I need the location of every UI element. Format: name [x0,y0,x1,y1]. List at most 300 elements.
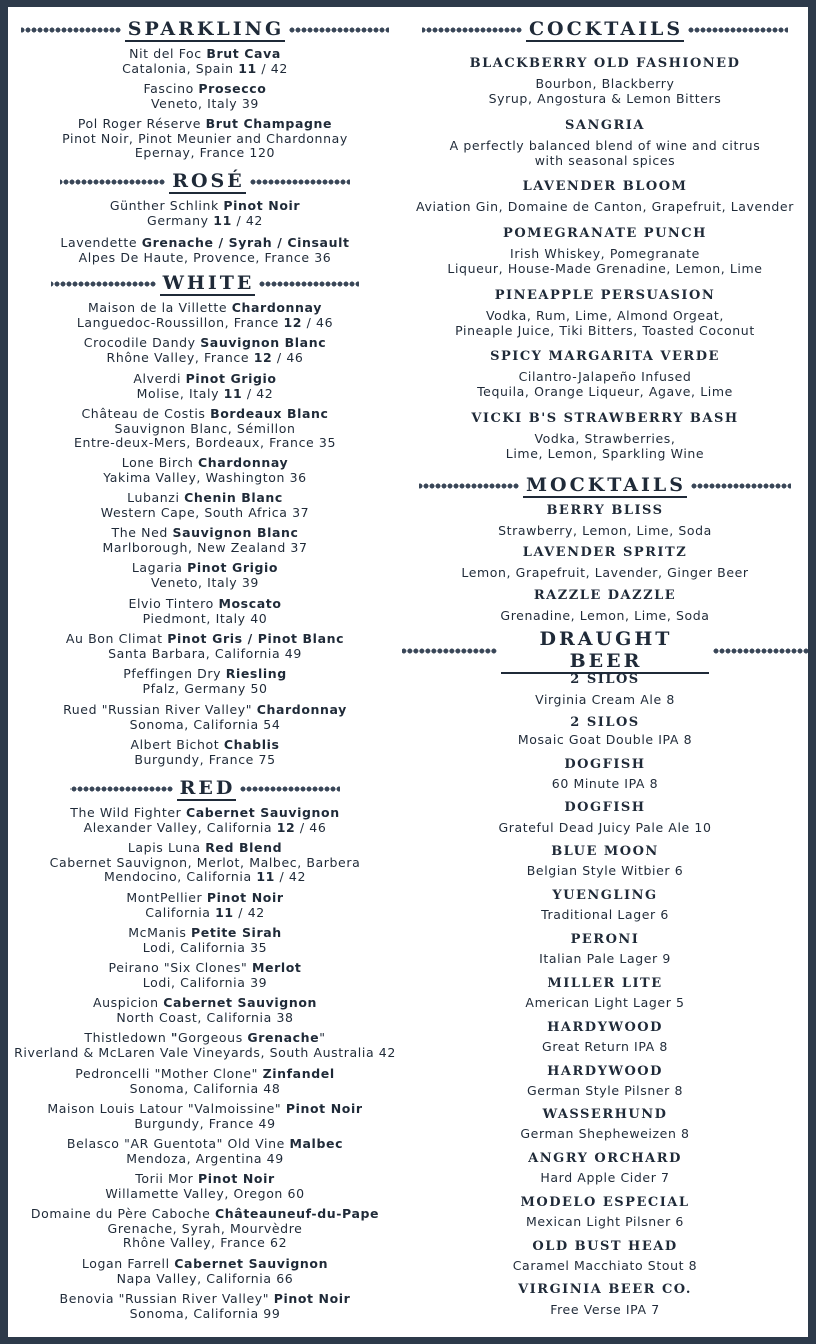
text-segment: Domaine du Père Caboche [30,1206,216,1221]
drink-description [402,693,808,708]
text-segment: Sonoma, California 54 [129,716,281,732]
wine-detail [8,821,402,836]
wine-detail [8,1011,402,1026]
text-segment: " [319,1030,326,1045]
text-segment: North Coast, California 38 [116,1009,294,1025]
drink-description [402,566,808,581]
wine-item [8,236,402,265]
text-segment: Piedmont, Italy 40 [142,610,268,626]
wine-detail [8,1046,402,1061]
text-segment: Alexander Valley, California [83,819,277,835]
wine-name [8,806,402,821]
drink-name: POMEGRANATE PUNCH [503,226,707,241]
wine-detail [8,1187,402,1202]
text-segment: Belasco "AR Guentota" Old Vine [66,1136,290,1151]
text-segment: Gorgeous [178,1030,248,1045]
section-title: ROSÉ [169,170,246,194]
description-line: Belgian Style Witbier 6 [526,863,684,878]
text-segment: Maison de la Villette [88,300,232,315]
bold-text: Grenache [247,1030,320,1045]
text-segment: Albert Bichot [130,737,224,752]
dotted-rule-left [51,280,156,288]
drink-name: MILLER LITE [547,976,663,991]
wine-item [8,1031,402,1060]
wine-item [8,117,402,161]
bold-text: Sauvignon Blanc [172,525,299,540]
menu-page [8,7,808,1337]
text-segment: Thistledown [84,1030,171,1045]
text-segment: Lapis Luna [127,840,206,855]
description-line: Mexican Light Pilsner 6 [526,1214,684,1229]
bold-text: Pinot Noir [273,1291,351,1306]
text-segment: Elvio Tintero [128,596,219,611]
wine-name [8,632,402,647]
wine-name [8,407,402,422]
text-segment: Lubanzi [127,490,185,505]
text-segment: Riverland & McLaren Vale Vineyards, South Australia 42 [14,1044,396,1060]
dotted-rule-left [419,482,519,490]
drink-description [402,1171,808,1186]
drink-description [402,309,808,338]
description-line: Cilantro-Jalapeño Infused [518,369,692,384]
wine-item [8,1257,402,1286]
drink-description [402,821,808,836]
bold-text: 12 [283,314,303,330]
wine-detail [8,647,402,662]
text-segment: Marlborough, New Zealand 37 [102,539,308,555]
wine-detail [8,97,402,112]
text-segment: Pfalz, Germany 50 [142,680,268,696]
drink-name: SPICY MARGARITA VERDE [490,349,720,364]
wine-detail [8,1117,402,1132]
text-segment: Lavendette [60,235,142,250]
text-segment: Mendocino, California [103,869,257,884]
wine-item [8,1292,402,1321]
description-line: Grateful Dead Juicy Pale Ale 10 [498,820,712,835]
wine-detail [8,132,402,147]
text-segment: / 42 [256,60,288,76]
drink-name: LAVENDER BLOOM [522,179,688,194]
wine-item [8,47,402,76]
description-line: Lemon, Grapefruit, Lavender, Ginger Beer [461,565,749,580]
description-line: Bourbon, Blackberry [535,76,675,91]
description-line: Great Return IPA 8 [542,1039,668,1054]
description-line: Caramel Macchiato Stout 8 [512,1258,698,1273]
bold-text: Chablis [223,737,280,752]
wine-item [8,561,402,590]
section-heading-cocktails [402,16,808,44]
text-segment: Veneto, Italy 39 [151,95,259,111]
description-line: Vodka, Strawberries, [534,431,676,446]
text-segment: The Ned [111,525,173,540]
bold-text: Pinot Noir [285,1101,363,1116]
drink-description [402,609,808,624]
text-segment: Burgundy, France 75 [134,751,276,767]
bold-text: Pinot Noir [223,198,301,213]
wine-name [8,1172,402,1187]
text-segment: Auspicion [92,995,164,1010]
description-line: Traditional Lager 6 [541,907,669,922]
dotted-rule-right [691,482,791,490]
text-segment: Sonoma, California 99 [129,1305,281,1321]
wine-item [8,667,402,696]
bold-text: Cabernet Sauvignon [163,995,318,1010]
drink-description [402,864,808,879]
description-line: Free Verse IPA 7 [550,1302,660,1317]
wine-name [8,526,402,541]
description-line: Strawberry, Lemon, Lime, Soda [498,523,712,538]
wine-item [8,1172,402,1201]
drink-name: DOGFISH [564,757,646,772]
dotted-rule-right [688,26,788,34]
drink-description [402,1040,808,1055]
bold-text: 12 [276,819,296,835]
text-segment: McManis [128,925,192,940]
wine-detail [8,1152,402,1167]
section-title: RED [177,777,237,801]
description-line: Vodka, Rum, Lime, Almond Orgeat, [485,308,724,323]
description-line: with seasonal spices [534,152,676,168]
wine-item [8,703,402,732]
text-segment: / 42 [274,869,307,884]
bold-text: Chardonnay [231,300,322,315]
bold-text: Petite Sirah [191,925,282,940]
wine-item [8,336,402,365]
text-segment: Entre-deux-Mers, Bordeaux, France 35 [73,435,337,450]
wine-name [8,1257,402,1272]
section-heading-red [8,775,402,803]
wine-detail [8,146,402,161]
text-segment: Logan Farrell [81,1256,175,1271]
wine-item [8,1102,402,1131]
text-segment: Château de Costis [81,406,211,421]
bold-text: 11 [238,60,257,76]
wine-name [8,456,402,471]
drink-description [402,524,808,539]
description-line: German Shepheweizen 8 [520,1126,690,1141]
wine-item [8,597,402,626]
description-line: German Style Pilsner 8 [527,1083,683,1098]
dotted-rule-left [21,26,121,34]
text-segment: MontPellier [126,890,207,905]
wine-name [8,336,402,351]
text-segment: Pedroncelli "Mother Clone" [75,1066,263,1081]
bold-text: 11 [223,385,243,401]
wine-name [8,199,402,214]
text-segment: Santa Barbara, California 49 [108,645,302,661]
wine-name [8,372,402,387]
wine-detail [8,1082,402,1097]
wine-name [8,1207,402,1222]
wine-name [8,491,402,506]
wine-name [8,961,402,976]
text-segment: Alpes De Haute, Provence, France 36 [78,249,332,265]
text-segment: Pol Roger Réserve [77,116,206,131]
wine-detail [8,387,402,402]
wine-name [8,738,402,753]
bold-text: Châteauneuf-du-Pape [215,1206,380,1221]
wine-name [8,597,402,612]
section-title: MOCKTAILS [523,474,687,498]
text-segment: Languedoc-Roussillon, France [76,314,284,330]
bold-text: 11 [213,212,232,228]
text-segment: Nit del Foc [129,46,207,61]
text-segment: / 46 [295,819,327,835]
text-segment: Catalonia, Spain [122,60,239,76]
section-title: DRAUGHT BEER [501,628,709,674]
wine-name [8,667,402,682]
bold-text: Sauvignon Blanc [200,335,327,350]
description-line: Pineaple Juice, Tiki Bitters, Toasted Coconut [455,322,755,338]
text-segment: Yakima Valley, Washington 36 [103,469,307,485]
description-line: Tequila, Orange Liqueur, Agave, Lime [477,383,733,399]
bold-text: Zinfandel [262,1066,335,1081]
wine-detail [8,214,402,229]
wine-detail [8,906,402,921]
section-title: WHITE [160,272,256,296]
wine-name [8,236,402,251]
text-segment: Sauvignon Blanc, Sémillon [114,420,296,436]
drink-description [402,200,808,215]
description-line: Virginia Cream Ale 8 [535,692,675,707]
text-segment: Pfeffingen Dry [123,666,226,681]
bold-text: Pinot Grigio [185,371,277,386]
wine-detail [8,856,402,871]
wine-item [8,961,402,990]
bold-text: Pinot Grigio [187,560,279,575]
description-line: A perfectly balanced blend of wine and citrus [449,138,761,153]
drink-name: BERRY BLISS [546,503,664,518]
drink-description [402,1303,808,1318]
wine-detail [8,62,402,77]
wine-name [8,891,402,906]
drink-name: BLUE MOON [551,844,659,859]
text-segment: Rued "Russian River Valley" [63,702,257,717]
wine-name [8,926,402,941]
wine-name [8,47,402,62]
drink-name: YUENGLING [552,888,658,903]
dotted-rule-left [70,785,173,793]
wine-name [8,1137,402,1152]
bold-text: Prosecco [198,81,267,96]
dotted-rule-left [402,647,497,655]
drink-name: ANGRY ORCHARD [528,1151,682,1166]
drink-name: HARDYWOOD [547,1020,663,1035]
text-segment: Torii Mor [135,1171,198,1186]
text-segment: / 42 [231,212,263,228]
drink-name: OLD BUST HEAD [532,1239,678,1254]
wine-name [8,301,402,316]
description-line: Grenadine, Lemon, Lime, Soda [500,608,710,623]
drink-description [402,139,808,168]
wine-name [8,561,402,576]
wine-detail [8,251,402,266]
drink-name: WASSERHUND [542,1107,668,1122]
wine-item [8,372,402,401]
section-heading-sparkling [8,16,402,44]
bold-text: Pinot Gris / Pinot Blanc [167,631,345,646]
wine-item [8,841,402,885]
wine-item [8,82,402,111]
text-segment: Benovia "Russian River Valley" [59,1291,274,1306]
section-title: COCKTAILS [526,18,684,42]
dotted-rule-right [250,178,350,186]
wine-item [8,891,402,920]
text-segment: Peirano "Six Clones" [108,960,252,975]
text-segment: Fascino [143,81,199,96]
wine-item [8,407,402,451]
wine-name [8,1102,402,1117]
bold-text: Red Blend [205,840,283,855]
drink-name: LAVENDER SPRITZ [522,545,688,560]
drink-name: BLACKBERRY OLD FASHIONED [469,56,741,71]
dotted-rule-right [240,785,340,793]
wine-item [8,301,402,330]
bold-text: Brut Champagne [205,116,333,131]
text-segment: Lone Birch [121,455,199,470]
text-segment: Lodi, California 35 [142,939,268,955]
text-segment: Burgundy, France 49 [134,1115,276,1131]
drink-description [402,370,808,399]
description-line: Irish Whiskey, Pomegranate [510,246,700,261]
drink-description [402,1127,808,1142]
wine-name [8,1031,402,1046]
wine-name [8,703,402,718]
bold-text: Grenache / Syrah / Cinsault [141,235,350,250]
wine-item [8,996,402,1025]
description-line: Liqueur, House-Made Grenadine, Lemon, Lime [447,260,763,276]
bold-text: 11 [256,869,275,884]
text-segment: Rhône Valley, France 62 [122,1235,288,1250]
wine-item [8,1067,402,1096]
wine-detail [8,870,402,885]
description-line: Hard Apple Cider 7 [540,1170,670,1185]
description-line: 60 Minute IPA 8 [551,776,659,791]
text-segment: Lagaria [131,560,188,575]
drink-description [402,908,808,923]
text-segment: The Wild Fighter [70,805,186,820]
wine-item [8,1207,402,1251]
wine-detail [8,436,402,451]
bold-text: Merlot [251,960,302,975]
dotted-rule-right [289,26,389,34]
section-heading-draught-beer [402,628,808,672]
bold-text: 12 [253,349,273,365]
text-segment: / 42 [233,904,265,920]
wine-name [8,1067,402,1082]
wine-detail [8,1222,402,1237]
wine-name [8,996,402,1011]
dotted-rule-right [259,280,359,288]
text-segment: Günther Schlink [109,198,224,213]
drink-name: 2 SILOS [570,672,640,687]
text-segment: Willamette Valley, Oregon 60 [105,1185,305,1201]
wine-detail [8,1272,402,1287]
text-segment: Germany [147,212,214,228]
wine-item [8,199,402,228]
text-segment: Pinot Noir, Pinot Meunier and Chardonnay [62,130,348,146]
wine-detail [8,471,402,486]
drink-name: VIRGINIA BEER CO. [518,1282,692,1297]
bold-text: Cabernet Sauvignon [174,1256,329,1271]
drink-name: DOGFISH [564,800,646,815]
wine-name [8,82,402,97]
text-segment: / 46 [272,349,304,365]
text-segment: Au Bon Climat [65,631,168,646]
section-heading-ros [8,168,402,196]
description-line: Aviation Gin, Domaine de Canton, Grapefruit, Lavender [416,199,794,214]
text-segment: Molise, Italy [136,385,224,401]
wine-detail [8,682,402,697]
drink-description [402,77,808,106]
drink-description [402,432,808,461]
drink-name: HARDYWOOD [547,1064,663,1079]
dotted-rule-left [60,178,165,186]
wine-detail [8,506,402,521]
dotted-rule-left [422,26,522,34]
drink-name: PERONI [570,932,640,947]
wine-item [8,491,402,520]
wine-detail [8,541,402,556]
drink-description [402,733,808,748]
bold-text: Malbec [289,1136,344,1151]
wine-name [8,1292,402,1307]
drink-name: 2 SILOS [570,715,640,730]
wine-item [8,526,402,555]
wine-item [8,632,402,661]
bold-text: Pinot Noir [206,890,284,905]
bold-text: " [170,1030,179,1045]
drink-name: RAZZLE DAZZLE [533,588,677,603]
wine-detail [8,718,402,733]
section-heading-white [8,270,402,298]
wine-item [8,738,402,767]
drink-description [402,1215,808,1230]
text-segment: Sonoma, California 48 [129,1080,281,1096]
drink-description [402,952,808,967]
section-heading-mocktails [402,472,808,500]
text-segment: Crocodile Dandy [83,335,201,350]
text-segment: Cabernet Sauvignon, Merlot, Malbec, Barbera [49,854,361,870]
wine-detail [8,1307,402,1322]
drink-description [402,996,808,1011]
bold-text: Chardonnay [256,702,347,717]
bold-text: Chardonnay [198,455,289,470]
wine-detail [8,422,402,437]
description-line: Italian Pale Lager 9 [539,951,671,966]
description-line: Syrup, Angostura & Lemon Bitters [488,90,722,106]
text-segment: Western Cape, South Africa 37 [100,504,310,520]
wine-item [8,806,402,835]
description-line: American Light Lager 5 [525,995,685,1010]
section-title: SPARKLING [125,18,286,42]
description-line: Mosaic Goat Double IPA 8 [517,732,693,747]
wine-detail [8,1236,402,1251]
bold-text: Cabernet Sauvignon [185,805,340,820]
text-segment: Mendoza, Argentina 49 [126,1150,284,1166]
wine-item [8,1137,402,1166]
drink-name: PINEAPPLE PERSUASION [494,288,716,303]
bold-text: Brut Cava [206,46,281,61]
wine-item [8,456,402,485]
wine-detail [8,612,402,627]
wine-detail [8,351,402,366]
wine-name [8,117,402,132]
text-segment: / 46 [302,314,334,330]
drink-description [402,777,808,792]
text-segment: Rhône Valley, France [106,349,254,365]
wine-detail [8,941,402,956]
